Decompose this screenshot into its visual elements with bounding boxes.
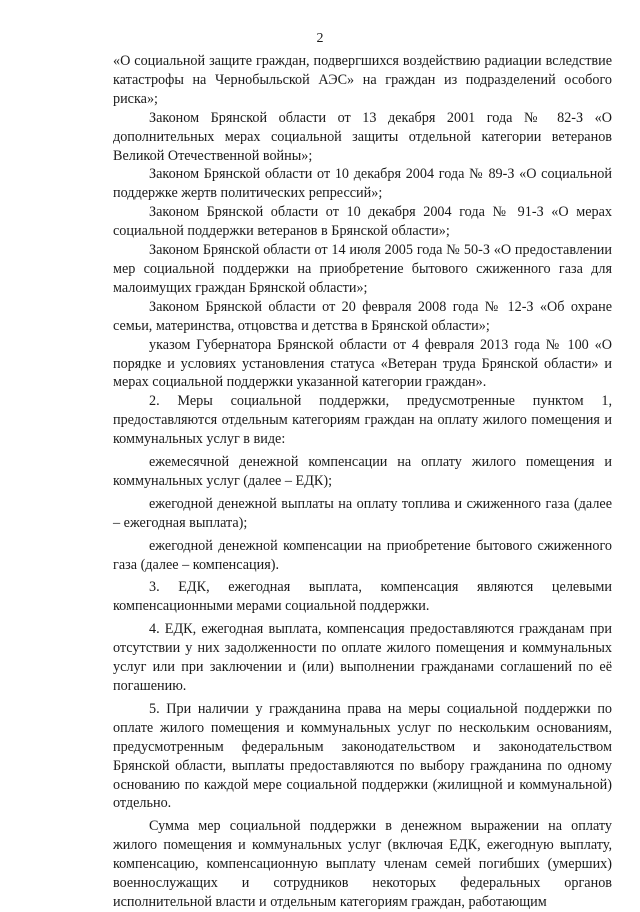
paragraph-law-89-z: Законом Брянской области от 10 декабря 2004 года № 89-З «О социальной поддержке жертв политических репрессий»; [113,166,612,202]
paragraph-decree-100: указом Губернатора Брянской области от 4 февраля 2013 года № 100 «О порядке и условиях установления статуса «Ветеран труда Брянской области» и мерах социальной поддержки указанной категории граждан». [113,336,612,391]
paragraph-clause-3: 3. ЕДК, ежегодная выплата, компенсация являются целевыми компенсационными мерами социальной поддержки. [113,579,612,615]
paragraph-total-sum: Сумма мер социальной поддержки в денежном выражении на оплату жилого помещения и коммунальных услуг (включая ЕДК, ежегодную выплату, компенсацию, компенсационную выплату членам семей погибших (умерших) военнослужащих и сотрудников некоторых федеральных органов исполнительной власти и отдельным категориям граждан, работающим [113,818,612,910]
paragraph-compensation: ежегодной денежной компенсации на приобретение бытового сжиженного газа (далее – компенсация). [113,537,612,573]
page-number: 2 [316,31,324,46]
paragraph-clause-4: 4. ЕДК, ежегодная выплата, компенсация предоставляются гражданам при отсутствии у них задолженности по оплате жилого помещения и коммунальных услуг или при заключении и (или) выполнении гражданами соглашений по её погашению. [113,621,612,694]
paragraph-law-82-z: Законом Брянской области от 13 декабря 2001 года № 82-З «О дополнительных мерах социальной защиты отдельной категории ветеранов Великой Отечественной войны»; [113,109,612,164]
paragraph-annual-payment: ежегодной денежной выплаты на оплату топлива и сжиженного газа (далее – ежегодная выплата); [113,495,612,531]
paragraph-law-12-z: Законом Брянской области от 20 февраля 2008 года № 12-З «Об охране семьи, материнства, отцовства и детства в Брянской области»; [113,298,612,334]
paragraph-clause-5: 5. При наличии у гражданина права на меры социальной поддержки по оплате жилого помещения и коммунальных услуг по нескольким основаниям, предусмотренным федеральным законодательством и законодательством Брянской области, выплаты предоставляются по выбору гражданина по одному основанию по каждой мере социальной поддержки (жилищной и коммунальной) отдельно. [113,700,612,812]
paragraph-law-91-z: Законом Брянской области от 10 декабря 2004 года № 91-З «О мерах социальной поддержки ветеранов в Брянской области»; [113,204,612,240]
paragraph-edk: ежемесячной денежной компенсации на оплату жилого помещения и коммунальных услуг (далее – ЕДК); [113,454,612,489]
paragraph-clause-2: 2. Меры социальной поддержки, предусмотренные пунктом 1, предоставляются отдельным категориям граждан на оплату жилого помещения и коммунальных услуг в виде: [113,393,612,448]
document-body [113,52,612,912]
paragraph-chernobyl-law-end: «О социальной защите граждан, подвергшихся воздействию радиации вследствие катастрофы на Чернобыльской АЭС» на граждан из подразделений особого риска»; [113,53,612,107]
paragraph-law-50-z: Законом Брянской области от 14 июля 2005 года № 50-З «О предоставлении мер социальной поддержки на приобретение бытового сжиженного газа для малоимущих граждан Брянской области»; [113,242,612,296]
